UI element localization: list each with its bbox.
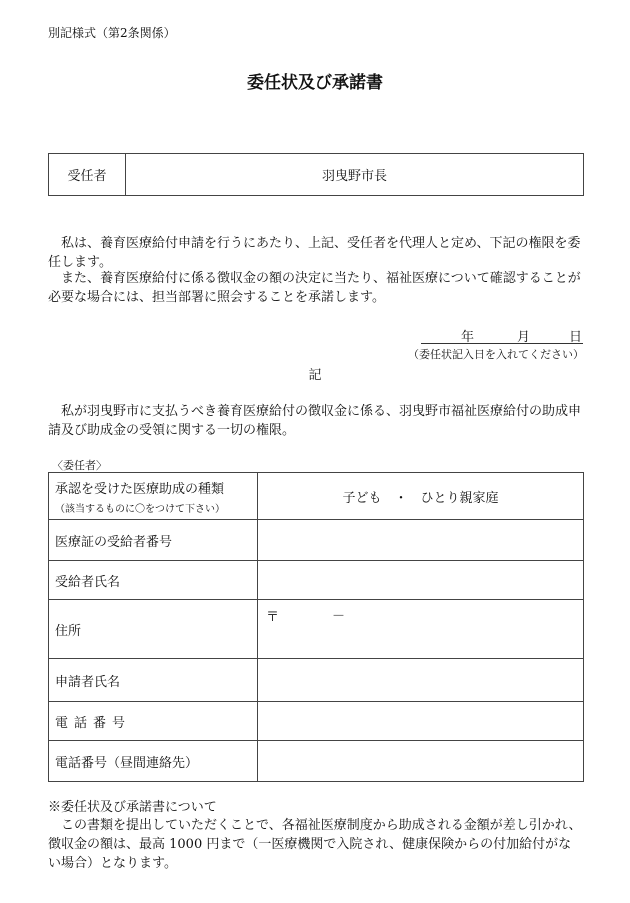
year-label: 年 bbox=[461, 330, 475, 345]
delegator-label: 〈委任者〉 bbox=[52, 459, 107, 472]
aid-type-instruction: （該当するものに〇をつけて下さい） bbox=[55, 503, 225, 515]
table-row bbox=[49, 702, 584, 741]
delegator-form-table bbox=[48, 472, 584, 782]
delegation-paragraph bbox=[48, 234, 584, 272]
delegate-table bbox=[48, 153, 584, 196]
table-row bbox=[49, 520, 584, 561]
recipient-number-label: 医療証の受給者番号 bbox=[49, 520, 258, 561]
delegation-text: 私は、養育医療給付申請を行うにあたり、上記、受任者を代理人と定め、下記の権限を委任します。 bbox=[48, 236, 581, 270]
daytime-phone-label: 電話番号（昼間連絡先） bbox=[49, 741, 258, 782]
postal-dash: － bbox=[332, 609, 346, 624]
authority-text: 私が羽曳野市に支払うべき養育医療給付の徴収金に係る、羽曳野市福祉医療給付の助成申請及び助成金の受領に関する一切の権限。 bbox=[48, 404, 582, 438]
note-paragraph bbox=[48, 816, 584, 873]
recipient-name-label: 受給者氏名 bbox=[49, 561, 258, 600]
table-row bbox=[49, 741, 584, 782]
form-reference: 別記様式（第2条関係） bbox=[48, 26, 176, 40]
aid-type-options[interactable]: 子ども ・ ひとり親家庭 bbox=[258, 473, 584, 520]
ki-heading: 記 bbox=[308, 368, 322, 383]
document-title: 委任状及び承諾書 bbox=[247, 73, 383, 93]
table-row bbox=[49, 659, 584, 702]
authority-paragraph bbox=[48, 402, 584, 440]
month-label: 月 bbox=[517, 330, 531, 345]
delegate-label-cell: 受任者 bbox=[49, 154, 126, 196]
aid-type-label-cell bbox=[49, 473, 258, 520]
recipient-name-field[interactable] bbox=[258, 561, 584, 600]
date-field[interactable] bbox=[421, 326, 583, 344]
address-label: 住所 bbox=[49, 600, 258, 659]
aid-type-label: 承認を受けた医療助成の種類 bbox=[55, 481, 225, 497]
delegate-value-cell: 羽曳野市長 bbox=[126, 154, 584, 196]
day-label: 日 bbox=[569, 330, 583, 345]
applicant-name-field[interactable] bbox=[258, 659, 584, 702]
note-heading: ※委任状及び承諾書について bbox=[48, 800, 217, 815]
consent-paragraph bbox=[48, 269, 584, 307]
recipient-number-field[interactable] bbox=[258, 520, 584, 561]
applicant-name-label: 申請者氏名 bbox=[49, 659, 258, 702]
table-row bbox=[49, 600, 584, 659]
daytime-phone-field[interactable] bbox=[258, 741, 584, 782]
note-text: この書類を提出していただくことで、各福祉医療制度から助成される金額が差し引かれ、徴収金の額は、最高 1000 円まで（一医療機関で入院され、健康保険からの付加給付がない場合）となります。 bbox=[48, 818, 582, 871]
phone-label: 電話番号 bbox=[49, 702, 258, 741]
address-field[interactable] bbox=[258, 600, 584, 659]
phone-field[interactable] bbox=[258, 702, 584, 741]
consent-text: また、養育医療給付に係る徴収金の額の決定に当たり、福祉医療について確認することが必要な場合には、担当部署に照会することを承諾します。 bbox=[48, 271, 581, 305]
date-note: （委任状記入日を入れてください） bbox=[408, 348, 584, 361]
table-row bbox=[49, 473, 584, 520]
postal-mark: 〒 bbox=[266, 610, 280, 625]
table-row bbox=[49, 561, 584, 600]
